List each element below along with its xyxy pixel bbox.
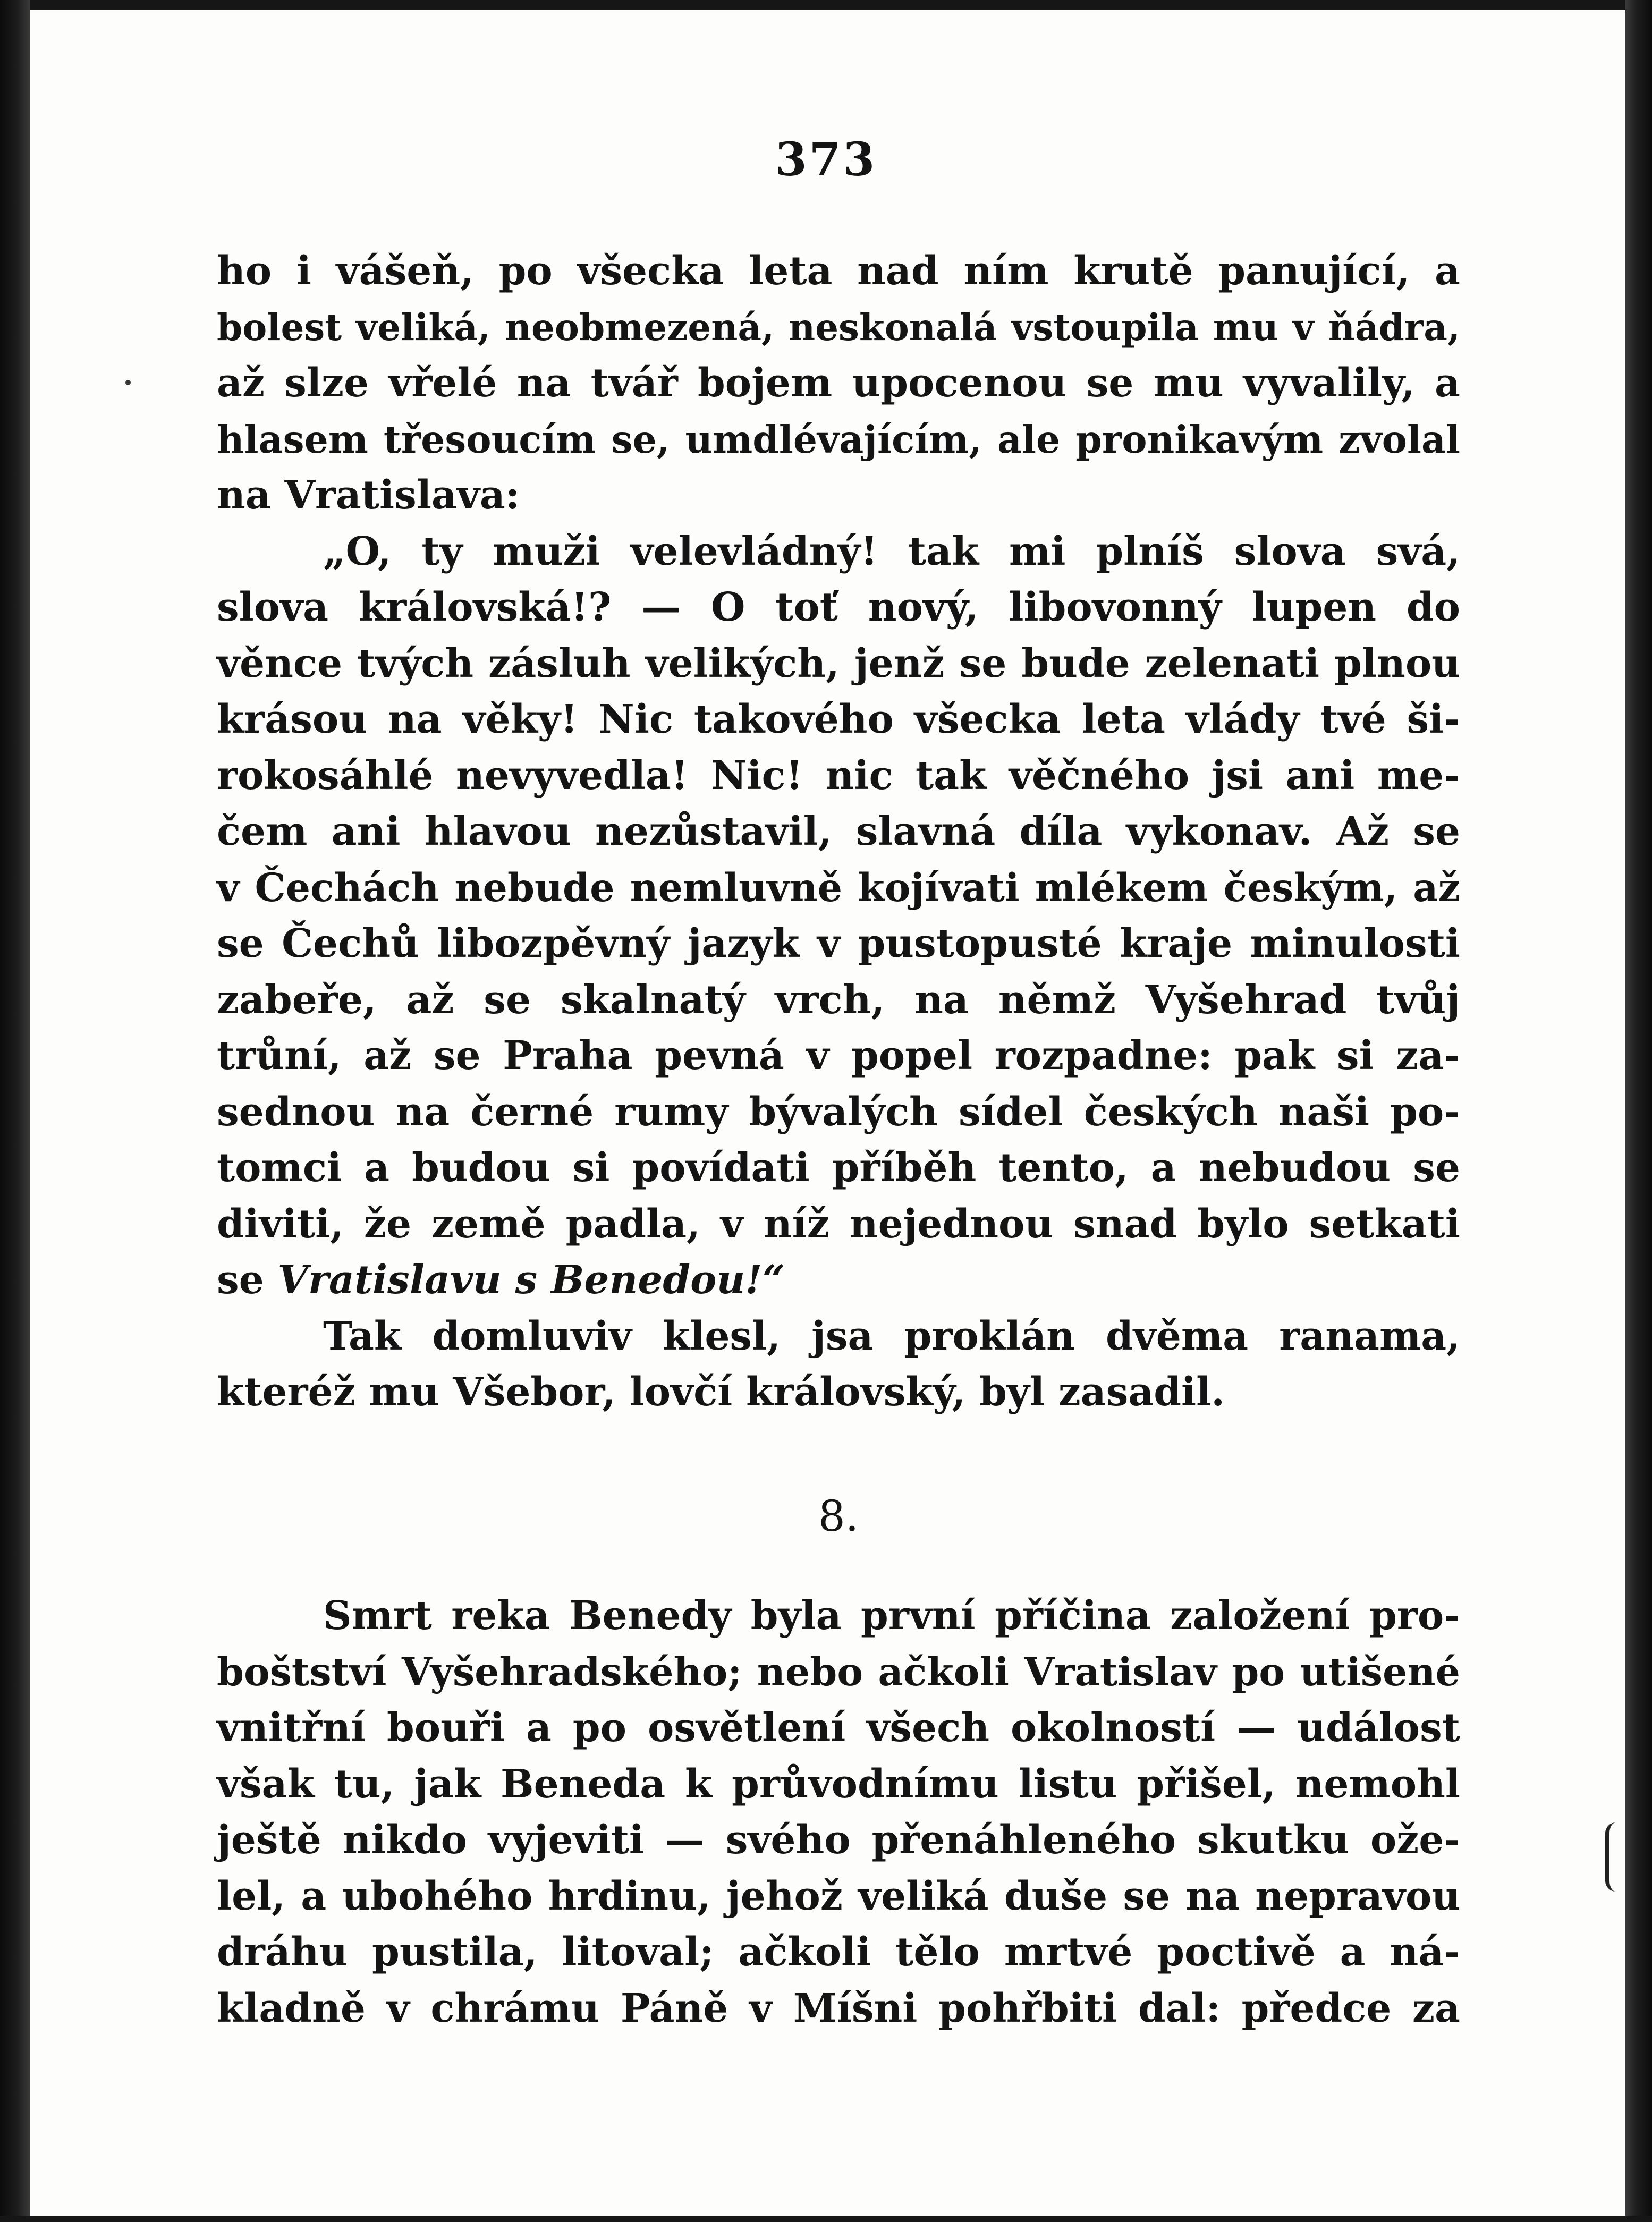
text-line: dráhu pustila, litoval; ačkoli tělo mrtvé poctivě a ná- [217, 1929, 1460, 1975]
text-line: vnitřní bouři a po osvětlení všech okolností — událost [217, 1705, 1460, 1751]
text-line-last [217, 1252, 1460, 1309]
text-line: se Čechů libozpěvný jazyk v pustopusté kraje minulosti [217, 921, 1460, 966]
spacer [217, 1421, 1460, 1477]
scan-edge-right [1625, 0, 1652, 2222]
scan-edge-left [0, 0, 30, 2222]
page-number: 373 [775, 133, 877, 186]
text-line-prefix: se [217, 1257, 278, 1303]
text-line: kladně v chrámu Páně v Míšni pohřbiti dal: předce za [217, 1985, 1460, 2031]
text-line: věnce tvých zásluh velikých, jenž se bude zelenati plnou [217, 640, 1460, 686]
text-line: Smrt reka Benedy byla první příčina založení pro- [323, 1593, 1460, 1639]
scan-edge-top [0, 0, 1652, 10]
text-line: bolest veliká, neobmezená, neskonalá vstoupila mu v ňádra, [217, 306, 1460, 349]
text-line: zabeře, až se skalnatý vrch, na němž Vyšehrad tvůj [217, 977, 1460, 1023]
text-line: však tu, jak Beneda k průvodnímu listu přišel, nemohl [217, 1761, 1460, 1807]
text-line: slova královská!? — O toť nový, libovonný lupen do [217, 584, 1460, 630]
text-line: ho i vášeň, po všecka leta nad ním krutě panující, a [217, 248, 1460, 294]
text-line: kteréž mu Všebor, lovčí královský, byl zasadil. [217, 1369, 1225, 1415]
ink-speck [125, 380, 131, 385]
text-line: tomci a budou si povídati příběh tento, a nebudou se [217, 1145, 1460, 1191]
text-line: na Vratislava: [217, 472, 520, 518]
text-line: sednou na černé rumy bývalých sídel českých naši po- [217, 1089, 1460, 1135]
text-line: v Čechách nebude nemluvně kojívati mlékem českým, až [217, 864, 1460, 911]
text-line: ještě nikdo vyjeviti — svého přenáhleného skutku ože- [217, 1817, 1460, 1863]
scan-edge-bottom [0, 2216, 1652, 2222]
text-line: trůní, až se Praha pevná v popel rozpadne: pak si za- [217, 1033, 1460, 1079]
spacer [217, 1556, 1460, 1588]
text-line: boštství Vyšehradského; nebo ačkoli Vratislav po utišené [217, 1649, 1460, 1695]
text-line: krásou na věky! Nic takového všecka leta vlády tvé ši- [217, 697, 1460, 742]
italic-phrase: Vratislavu s Benedou!“ [277, 1257, 785, 1303]
section-number: 8. [818, 1491, 859, 1541]
text-line: „O, ty muži velevládný! tak mi plníš slova svá, [323, 528, 1460, 574]
text-line: diviti, že země padla, v níž nejednou snad bylo setkati [217, 1201, 1460, 1247]
binding-mark [1605, 1822, 1619, 1892]
text-line: lel, a ubohého hrdinu, jehož veliká duše se na nepravou [217, 1873, 1460, 1919]
text-line: hlasem třesoucím se, umdlévajícím, ale pronikavým zvolal [217, 417, 1460, 462]
text-line: rokosáhlé nevyvedla! Nic! nic tak věčného jsi ani me- [217, 752, 1460, 799]
text-line: až slze vřelé na tvář bojem upocenou se mu vyvalily, a [217, 360, 1460, 406]
text-block [217, 243, 1460, 2037]
text-line: Tak domluviv klesl, jsa proklán dvěma ranama, [323, 1313, 1460, 1359]
text-line: čem ani hlavou nezůstavil, slavná díla vykonav. Až se [217, 809, 1460, 854]
